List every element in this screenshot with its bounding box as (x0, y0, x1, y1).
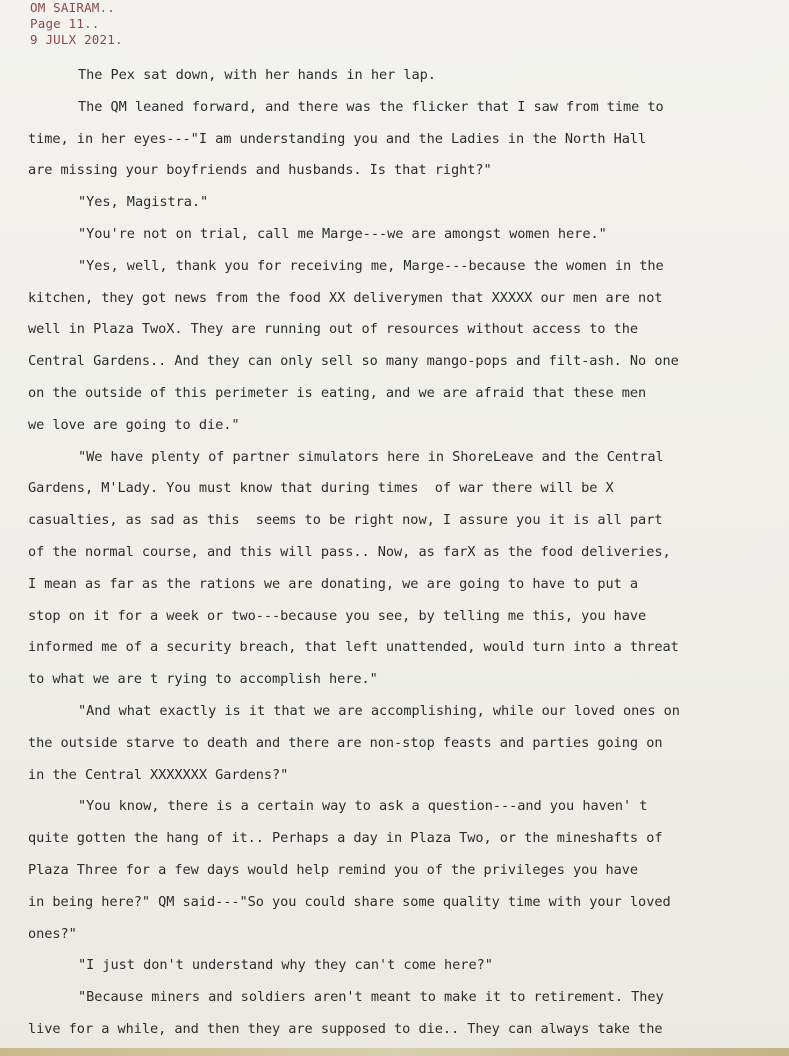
text-line: time, in her eyes---"I am understanding you and the Ladies in the North Hall (28, 130, 647, 147)
header-page-number: Page 11.. (30, 16, 100, 31)
text-line: we love are going to die." (28, 416, 240, 433)
text-line: "You're not on trial, call me Marge---we are amongst women here." (78, 225, 607, 242)
text-line: informed me of a security breach, that left unattended, would turn into a threat (28, 639, 679, 656)
text-line: The Pex sat down, with her hands in her lap. (78, 67, 436, 83)
text-line: "Yes, well, thank you for receiving me, Marge---because the women in the (78, 257, 664, 274)
text-line: live for a while, and then they are supposed to die.. They can always take the (28, 1020, 663, 1037)
text-line: stop on it for a week or two---because you see, by telling me this, you have (28, 607, 647, 624)
text-line: "I just don't understand why they can't come here?" (78, 957, 493, 974)
text-line: "And what exactly is it that we are accomplishing, while our loved ones on (78, 702, 680, 719)
text-line: Central Gardens.. And they can only sell so many mango-pops and filt-ash. No one (28, 353, 679, 370)
text-line: quite gotten the hang of it.. Perhaps a day in Plaza Two, or the mineshafts of (28, 830, 663, 847)
text-line: casualties, as sad as this seems to be right now, I assure you it is all part (28, 512, 663, 529)
text-line: in the Central XXXXXXX Gardens?" (28, 766, 289, 783)
text-line: "Because miners and soldiers aren't meant to make it to retirement. They (78, 989, 664, 1006)
text-line: The QM leaned forward, and there was the flicker that I saw from time to (78, 98, 664, 115)
header-line-1: OM SAIRAM.. (30, 0, 115, 15)
text-line: of the normal course, and this will pass.. Now, as farX as the food deliveries, (28, 543, 671, 560)
text-line: to what we are t rying to accomplish here." (28, 671, 378, 688)
text-line: on the outside of this perimeter is eating, and we are afraid that these men (28, 384, 647, 401)
text-line: are missing your boyfriends and husbands. Is that right?" (28, 162, 492, 179)
text-line: "Yes, Magistra." (78, 194, 209, 211)
text-line: Gardens, M'Lady. You must know that during times of war there will be X (28, 480, 614, 497)
text-line: I mean as far as the rations we are donating, we are going to have to put a (28, 575, 639, 592)
text-line: "You know, there is a certain way to ask a question---and you haven' t (78, 798, 648, 815)
text-line: the outside starve to death and there are non-stop feasts and parties going on (28, 734, 663, 751)
text-line: ones?" (28, 925, 77, 942)
text-line: Plaza Three for a few days would help remind you of the privileges you have (28, 861, 639, 878)
page-header (30, 0, 123, 48)
body-text (28, 60, 768, 1046)
text-line: well in Plaza TwoX. They are running out of resources without access to the (28, 321, 639, 338)
text-line: kitchen, they got news from the food XX deliverymen that XXXXX our men are not (28, 289, 663, 306)
text-line: "We have plenty of partner simulators here in ShoreLeave and the Central (78, 448, 664, 465)
page-bottom-edge (0, 1048, 789, 1056)
header-date: 9 JULX 2021. (30, 32, 123, 47)
text-line: in being here?" QM said---"So you could share some quality time with your loved (28, 893, 671, 910)
